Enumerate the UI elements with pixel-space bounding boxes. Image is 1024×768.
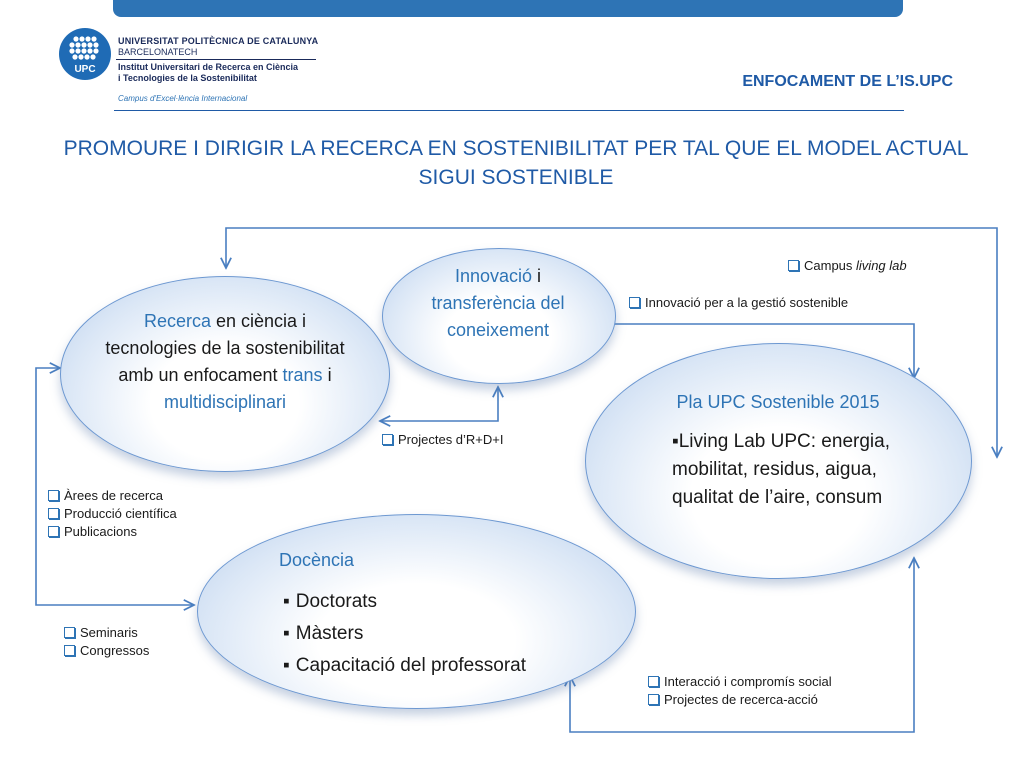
- recerca-keyword-multi: multidisciplinari: [163, 392, 287, 412]
- pla-body: ▪Living Lab UPC: energia, mobilitat, residus, aigua, qualitat de l’aire, consum: [672, 431, 890, 508]
- checkbox-icon: [788, 260, 799, 271]
- innovacio-joiner: i: [532, 266, 542, 286]
- note-projectes-rdi: [382, 431, 504, 449]
- checkbox-icon: [48, 526, 59, 537]
- arrow-recerca-innovacio: [380, 387, 498, 421]
- university-subtitle: BARCELONATECH: [118, 47, 198, 57]
- checkbox-icon: [48, 490, 59, 501]
- innovacio-transfer: transferència del coneixement: [431, 293, 565, 340]
- recerca-text: [96, 308, 354, 416]
- university-name: UNIVERSITAT POLITÈCNICA DE CATALUNYA: [118, 36, 319, 46]
- note-campus-italic: living lab: [856, 258, 907, 273]
- slide-title: PROMOURE I DIRIGIR LA RECERCA EN SOSTENIBILITAT PER TAL QUE EL MODEL ACTUAL SIGUI SOSTENIBLE: [63, 137, 969, 189]
- list-item-text: Seminaris: [80, 625, 138, 640]
- docencia-item: ▪ Doctorats: [283, 586, 526, 618]
- list-item: [64, 624, 149, 642]
- list-item-text: Producció científica: [64, 506, 177, 521]
- institute-line-2: i Tecnologies de la Sostenibilitat: [118, 73, 257, 83]
- note-recerca-list: [48, 487, 177, 541]
- recerca-keyword: Recerca: [143, 311, 211, 331]
- innovacio-text: [424, 263, 572, 344]
- campus-tagline: Campus d'Excel·lència Internacional: [118, 94, 248, 103]
- note-innovacio-gestio-text: Innovació per a la gestió sostenible: [645, 295, 849, 310]
- list-item: [48, 523, 177, 541]
- list-item: [48, 505, 177, 523]
- checkbox-icon: [64, 645, 75, 656]
- institute-line-1: Institut Universitari de Recerca en Ciència: [118, 62, 299, 72]
- list-item: [64, 642, 149, 660]
- checkbox-icon: [648, 694, 659, 705]
- recerca-text-1: en ciència i tecnologies de la sostenibilitat amb un enfocament: [105, 311, 345, 385]
- list-item-text: Àrees de recerca: [64, 488, 163, 503]
- docencia-title: Docència: [279, 550, 355, 570]
- docencia-item: ▪ Màsters: [283, 618, 526, 650]
- list-item-text: Congressos: [80, 643, 150, 658]
- list-item-text: Projectes de recerca-acció: [664, 692, 818, 707]
- docencia-item: ▪ Capacitació del professorat: [283, 650, 526, 682]
- list-item-text: Interacció i compromís social: [664, 674, 832, 689]
- logo-text: UPC: [74, 64, 96, 75]
- recerca-text-2: i: [322, 365, 332, 385]
- checkbox-icon: [64, 627, 75, 638]
- innovacio-keyword: Innovació: [454, 266, 533, 286]
- note-campus-prefix: Campus: [804, 258, 857, 273]
- note-projectes-rdi-text: Projectes d’R+D+I: [398, 432, 504, 447]
- checkbox-icon: [629, 297, 640, 308]
- list-item-text: Publicacions: [64, 524, 137, 539]
- note-innovacio-gestio: [629, 294, 848, 312]
- list-item: [48, 487, 177, 505]
- checkbox-icon: [648, 676, 659, 687]
- list-item: [648, 673, 832, 691]
- note-campus-living-lab: [788, 257, 907, 275]
- checkbox-icon: [382, 434, 393, 445]
- note-social-list: [648, 673, 832, 709]
- section-title: ENFOCAMENT DE L’IS.UPC: [742, 73, 953, 90]
- list-item: [648, 691, 832, 709]
- pla-title: Pla UPC Sostenible 2015: [676, 392, 880, 412]
- note-docencia-list: [64, 624, 149, 660]
- recerca-keyword-trans: trans: [282, 365, 323, 385]
- docencia-list: [283, 586, 526, 682]
- checkbox-icon: [48, 508, 59, 519]
